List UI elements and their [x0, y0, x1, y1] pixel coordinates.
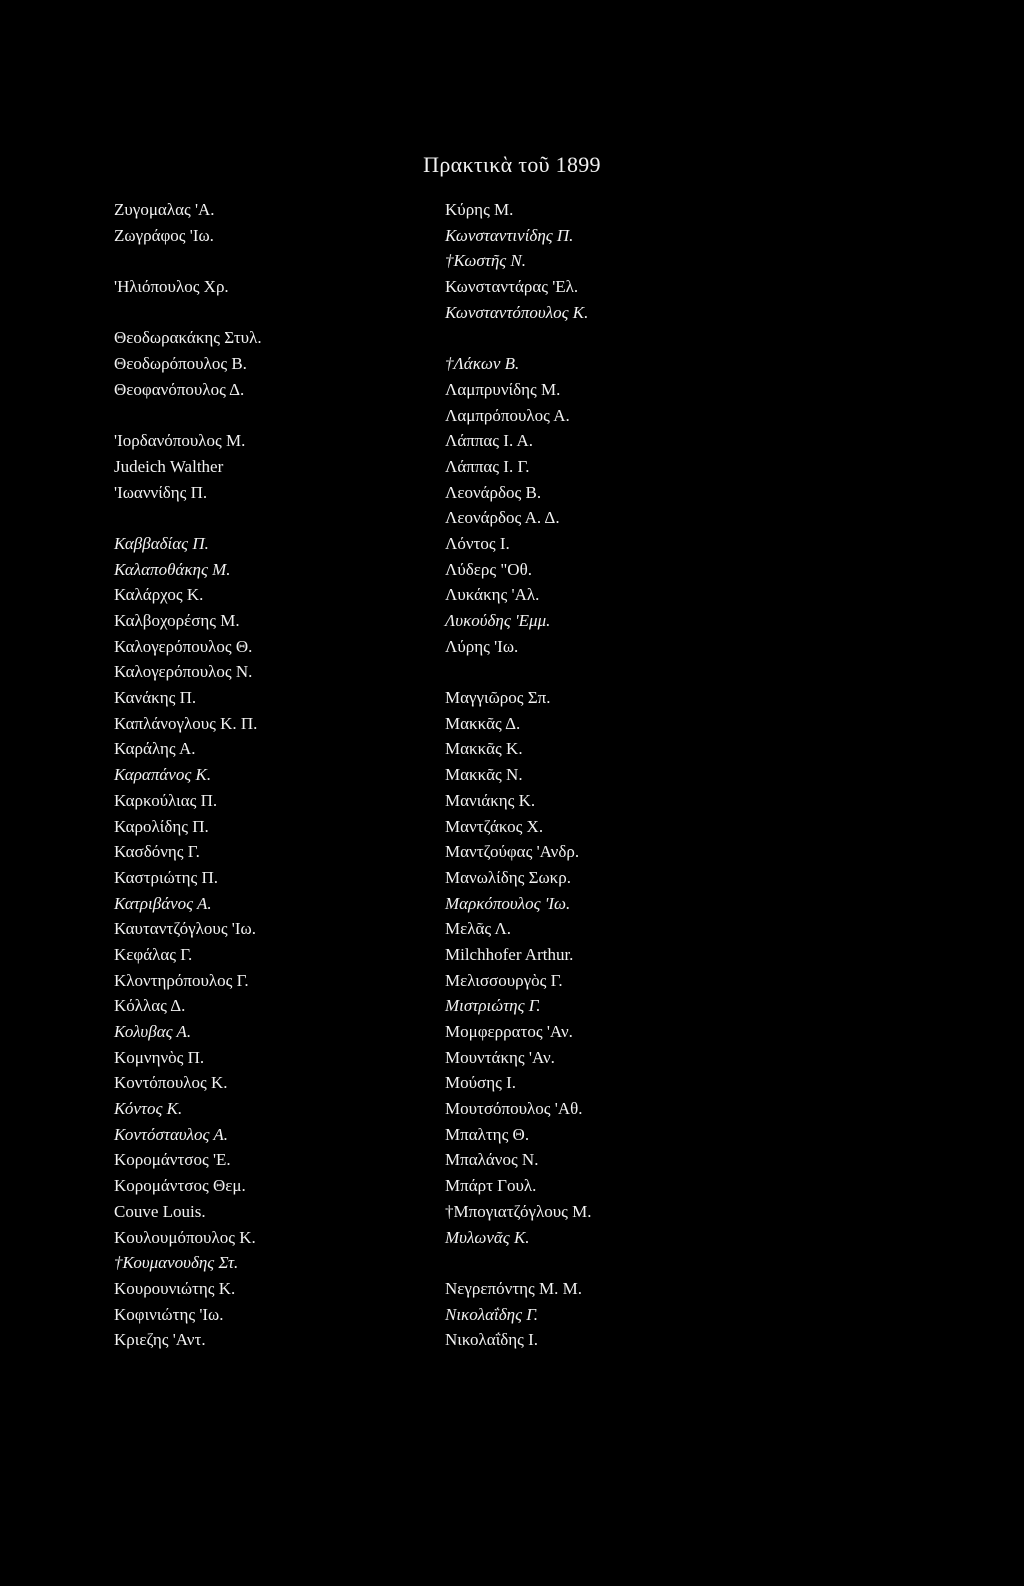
name-entry: Κομνηνὸς Π. — [114, 1047, 205, 1067]
name-entry: Ζυγομαλας 'Α. — [114, 200, 215, 219]
name-entry: Λύρης 'Ιω. — [445, 636, 519, 656]
name-entry: Καλογερόπουλος Θ. — [114, 636, 253, 656]
name-entry: Κορομάντσος 'Ε. — [114, 1150, 231, 1170]
name-entry: Καρκούλιας Π. — [114, 790, 218, 810]
name-entry: Κύρης Μ. — [445, 200, 514, 219]
name-entry: Κωνσταντάρας 'Ελ. — [445, 277, 579, 297]
name-entry: Λάππας Ι. Γ. — [445, 456, 530, 476]
name-entry: †Μπογιατζόγλους Μ. — [445, 1201, 592, 1221]
name-entry: Μανωλίδης Σωκρ. — [445, 867, 571, 887]
name-entry: Κοντόπουλος Κ. — [114, 1073, 228, 1093]
name-entry: Καπλάνογλους Κ. Π. — [114, 713, 258, 733]
name-entry: Λυκούδης 'Εμμ. — [445, 611, 551, 630]
name-entry: Μαντζάκος Χ. — [445, 816, 544, 836]
name-entry: Θεοδωρόπουλος Β. — [114, 354, 247, 374]
name-entry: †Κουμανουδης Στ. — [114, 1253, 239, 1273]
left-name-column — [114, 197, 434, 1353]
name-entry: Κριεζης 'Αντ. — [114, 1330, 206, 1350]
spacer — [114, 248, 434, 274]
name-entry: Λεονάρδος Β. — [445, 482, 542, 502]
name-entry: Μουντάκης 'Αν. — [445, 1047, 555, 1067]
name-entry: Λυκάκης 'Αλ. — [445, 585, 540, 605]
name-entry: Judeich Walther — [114, 456, 224, 476]
spacer — [445, 1250, 785, 1276]
name-entry: Μαντζούφας 'Ανδρ. — [445, 842, 580, 862]
name-entry: Couve Louis. — [114, 1201, 206, 1221]
name-entry: Λύδερς "Οθ. — [445, 559, 532, 579]
name-entry: Κοφινιώτης 'Ιω. — [114, 1304, 224, 1324]
name-entry: Milchhofer Arthur. — [445, 944, 574, 964]
name-entry: Κοντόσταυλος Α. — [114, 1124, 229, 1144]
name-entry: Μελισσουργὸς Γ. — [445, 970, 563, 990]
name-entry: Καρολίδης Π. — [114, 816, 209, 836]
name-entry: Νικολαΐδης Ι. — [445, 1330, 539, 1350]
name-entry: Καράλης Α. — [114, 739, 196, 759]
name-entry: Κατριβάνος Α. — [114, 893, 212, 913]
name-entry: Μπαλτης Θ. — [445, 1124, 530, 1144]
name-entry: Μελᾶς Λ. — [445, 919, 512, 939]
name-entry: Μαγγιῶρος Σπ. — [445, 688, 551, 708]
name-entry: 'Ηλιόπουλος Χρ. — [114, 277, 229, 297]
name-entry: Λαμπρυνίδης Μ. — [445, 379, 561, 399]
name-entry: Μακκᾶς Ν. — [445, 765, 523, 785]
name-entry: Μουτσόπουλος 'Αθ. — [445, 1099, 583, 1119]
name-entry: Κωνσταντινίδης Π. — [445, 225, 574, 245]
name-entry: Μπάρτ Γουλ. — [445, 1176, 537, 1196]
name-entry: Νεγρεπόντης Μ. Μ. — [445, 1278, 583, 1298]
name-entry: Καλβοχορέσης Μ. — [114, 611, 240, 630]
name-entry: 'Ιορδανόπουλος Μ. — [114, 431, 246, 451]
page-title: Πρακτικὰ τοῦ 1899 — [423, 152, 601, 177]
name-entry: Κόλλας Δ. — [114, 996, 186, 1016]
name-entry: Κορομάντσος Θεμ. — [114, 1176, 246, 1196]
name-entry: Κωνσταντόπουλος Κ. — [445, 302, 589, 322]
name-entry: 'Ιωαννίδης Π. — [114, 482, 208, 502]
name-entry: Καραπάνος Κ. — [114, 765, 212, 785]
name-entry: †Λάκων Β. — [445, 354, 520, 374]
spacer — [114, 300, 434, 326]
name-entry: Καλάρχος Κ. — [114, 585, 204, 605]
name-entry: Μομφερρατος 'Αν. — [445, 1022, 573, 1041]
name-entry: Μαρκόπουλος 'Ιω. — [445, 893, 571, 913]
name-entry: Λόντος Ι. — [445, 533, 510, 553]
name-entry: Μανιάκης Κ. — [445, 790, 536, 810]
name-entry: Καστριώτης Π. — [114, 867, 219, 887]
name-entry: Κανάκης Π. — [114, 688, 197, 708]
name-entry: Κουλουμόπουλος Κ. — [114, 1227, 256, 1247]
name-entry: Καλογερόπουλος Ν. — [114, 662, 253, 682]
name-entry: †Κωστῆς Ν. — [445, 251, 526, 271]
right-name-column — [445, 197, 785, 1353]
name-entry: Κουρουνιώτης Κ. — [114, 1278, 236, 1298]
name-entry: Νικολαΐδης Γ. — [445, 1304, 538, 1324]
spacer — [445, 325, 785, 351]
name-entry: Ζωγράφος 'Ιω. — [114, 225, 214, 245]
name-entry: Καυταντζόγλους 'Ιω. — [114, 919, 256, 939]
name-entry: Θεοφανόπουλος Δ. — [114, 379, 245, 399]
name-entry: Μιστριώτης Γ. — [445, 996, 541, 1016]
name-entry: Θεοδωρακάκης Στυλ. — [114, 328, 262, 348]
name-entry: Μακκᾶς Κ. — [445, 739, 523, 759]
name-entry: Λάππας Ι. Α. — [445, 431, 534, 451]
name-entry: Μακκᾶς Δ. — [445, 713, 521, 733]
name-entry: Κασδόνης Γ. — [114, 842, 200, 862]
name-entry: Λαμπρόπουλος Α. — [445, 405, 570, 425]
spacer — [445, 659, 785, 685]
name-entry: Καλαποθάκης Μ. — [114, 559, 231, 579]
name-entry: Κολυβας Α. — [114, 1022, 192, 1041]
name-entry: Κεφάλας Γ. — [114, 944, 193, 964]
name-entry: Μπαλάνος Ν. — [445, 1150, 539, 1170]
name-entry: Καββαδίας Π. — [114, 533, 209, 553]
name-entry: Κλοντηρόπουλος Γ. — [114, 970, 249, 990]
name-entry: Μυλωνᾶς Κ. — [445, 1227, 530, 1247]
name-entry: Λεονάρδος Α. Δ. — [445, 508, 560, 528]
name-entry: Κόντος Κ. — [114, 1099, 183, 1119]
spacer — [114, 505, 434, 531]
name-entry: Μούσης Ι. — [445, 1073, 516, 1093]
spacer — [114, 403, 434, 429]
